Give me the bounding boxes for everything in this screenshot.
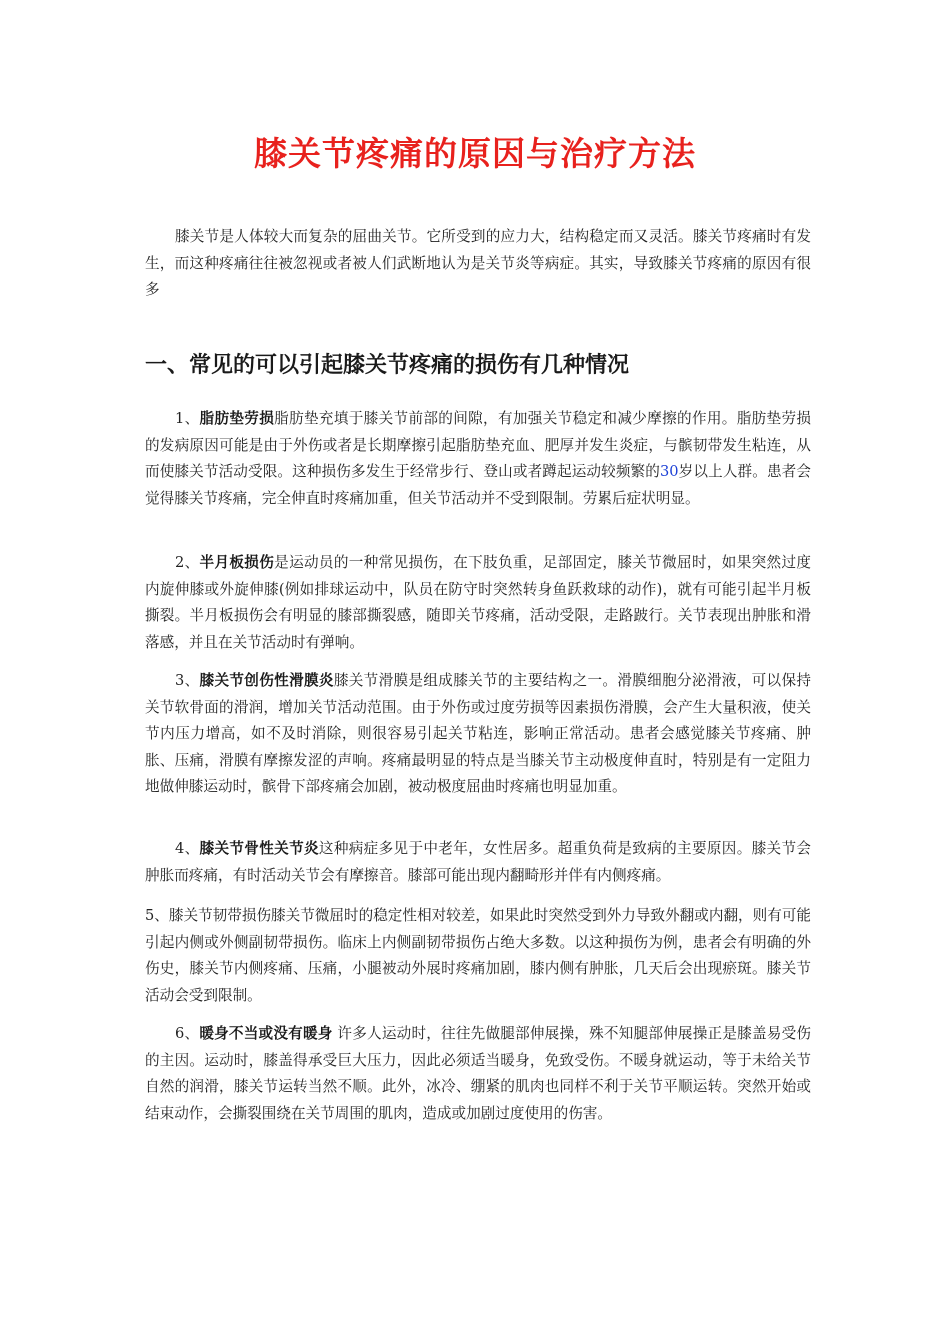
item-1-paragraph <box>145 406 811 512</box>
item-6-number: 6、 <box>175 1025 200 1042</box>
item-3-text: 膝关节滑膜是组成膝关节的主要结构之一。滑膜细胞分泌滑液，可以保持关节软骨面的滑润，增加关节活动范围。由于外伤或过度劳损等因素损伤滑膜，会产生大量积液，使关节内压力增高，如不及时消除，则很容易引起关节粘连，影响正常活动。患者会感觉膝关节疼痛、肿胀、压痛，滑膜有摩擦发涩的声响。疼痛最明显的特点是当膝关节主动极度伸直时，特别是有一定阻力地做伸膝运动时，髌骨下部疼痛会加剧，被动极度屈曲时疼痛也明显加重。 <box>145 672 811 795</box>
item-2-text: 是运动员的一种常见损伤，在下肢负重，足部固定，膝关节微屈时，如果突然过度内旋伸膝或外旋伸膝(例如排球运动中，队员在防守时突然转身鱼跃救球的动作)，就有可能引起半月板撕裂。半月板损伤会有明显的膝部撕裂感，随即关节疼痛，活动受限，走路跛行。关节表现出肿胀和滑落感，并且在关节活动时有弹响。 <box>145 554 811 651</box>
item-3-term: 膝关节创伤性滑膜炎 <box>199 672 334 689</box>
section-heading: 一、常见的可以引起膝关节疼痛的损伤有几种情况 <box>145 353 630 378</box>
item-6-text: 许多人运动时，往往先做腿部伸展操，殊不知腿部伸展操正是膝盖易受伤的主因。运动时，膝盖得承受巨大压力，因此必须适当暖身，免致受伤。不暖身就运动，等于未给关节自然的润滑，膝关节运转当然不顺。此外，冰冷、绷紧的肌肉也同样不利于关节平顺运转。突然开始或结束动作，会撕裂围绕在关节周围的肌肉，造成或加剧过度使用的伤害。 <box>145 1025 811 1122</box>
document-title: 膝关节疼痛的原因与治疗方法 <box>254 134 696 173</box>
item-1-number: 1、 <box>175 410 200 427</box>
item-1-age-highlight: 30 <box>659 463 679 480</box>
intro-paragraph: 膝关节是人体较大而复杂的屈曲关节。它所受到的应力大，结构稳定而又灵活。膝关节疼痛时有发生，而这种疼痛往往被忽视或者被人们武断地认为是关节炎等病症。其实，导致膝关节疼痛的原因有很多 <box>145 228 811 298</box>
item-5-paragraph: 5、膝关节韧带损伤膝关节微屈时的稳定性相对较差，如果此时突然受到外力导致外翻或内翻，则有可能引起内侧或外侧副韧带损伤。临床上内侧副韧带损伤占绝大多数。以这种损伤为例，患者会有明确的外伤史，膝关节内侧疼痛、压痛，小腿被动外展时疼痛加剧，膝内侧有肿胀，几天后会出现瘀斑。膝关节活动会受到限制。 <box>145 907 812 1004</box>
item-2-term: 半月板损伤 <box>199 554 275 571</box>
item-1-text-after: 岁以上人群。患者会觉得膝关节疼痛，完全伸直时疼痛加重，但关节活动并不受到限制。劳累后症状明显。 <box>145 463 811 507</box>
item-2-paragraph <box>145 550 811 656</box>
item-6-paragraph <box>145 1021 811 1127</box>
item-4-number: 4、 <box>175 840 200 857</box>
item-4-term: 膝关节骨性关节炎 <box>199 840 319 857</box>
item-1-text-before: 脂肪垫充填于膝关节前部的间隙，有加强关节稳定和减少摩擦的作用。脂肪垫劳损的发病原因可能是由于外伤或者是长期摩擦引起脂肪垫充血、肥厚并发生炎症，与髌韧带发生粘连，从而使膝关节活动受限。这种损伤多发生于经常步行、登山或者蹲起运动较频繁的 <box>145 410 811 480</box>
item-6-term: 暖身不当或没有暖身 <box>199 1025 333 1042</box>
item-3-paragraph <box>145 668 811 801</box>
item-1-term: 脂肪垫劳损 <box>199 410 275 427</box>
item-3-number: 3、 <box>175 672 200 689</box>
item-4-text: 这种病症多见于中老年，女性居多。超重负荷是致病的主要原因。膝关节会肿胀而疼痛，有时活动关节会有摩擦音。膝部可能出现内翻畸形并伴有内侧疼痛。 <box>145 840 811 884</box>
item-4-paragraph <box>145 836 811 889</box>
item-2-number: 2、 <box>175 554 200 571</box>
